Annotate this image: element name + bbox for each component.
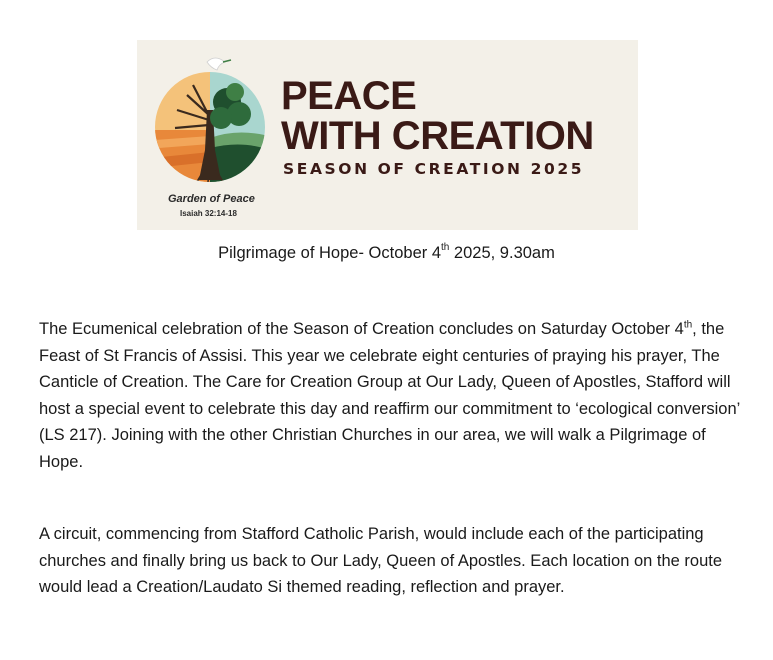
event-title-prefix: Pilgrimage of Hope- October 4 [218,244,441,262]
event-title-sup: th [441,242,450,253]
banner-title-line1: PEACE [281,74,417,118]
banner-tagline: Garden of Peace [168,193,255,205]
banner [137,40,638,230]
paragraph-intro-part1: The Ecumenical celebration of the Season of Creation concludes on Saturday October 4 [39,320,684,338]
banner-title [281,76,594,156]
paragraph-intro-part2: , the Feast of St Francis of Assisi. This year we celebrate eight centuries of praying his prayer, The Canticle of Creation. The Care for Creation Group at Our Lady, Queen of Apostles, Stafford will host a special event to celebrate this day and reaffirm our commitment to ‘ecological conversion’ (LS 217). Joining with the other Christian Churches in our area, we will walk a Pilgrimage of Hope. [39,320,740,471]
paragraph-intro-sup: th [683,319,693,331]
event-title-suffix: 2025, 9.30am [449,244,555,262]
banner-scripture: Isaiah 32:14-18 [180,209,237,218]
paragraph-circuit: A circuit, commencing from Stafford Catholic Parish, would include each of the participating churches and finally bring us back to Our Lady, Queen of Apostles. Each location on the route would lead a Creation/Laudato Si themed reading, reflection and prayer. [39,525,723,596]
paragraph-intro [39,316,749,475]
dove-tree-emblem-icon [137,40,277,190]
event-title [0,244,773,263]
banner-subtitle: SEASON OF CREATION 2025 [283,160,585,178]
banner-title-line2: WITH CREATION [281,114,594,158]
